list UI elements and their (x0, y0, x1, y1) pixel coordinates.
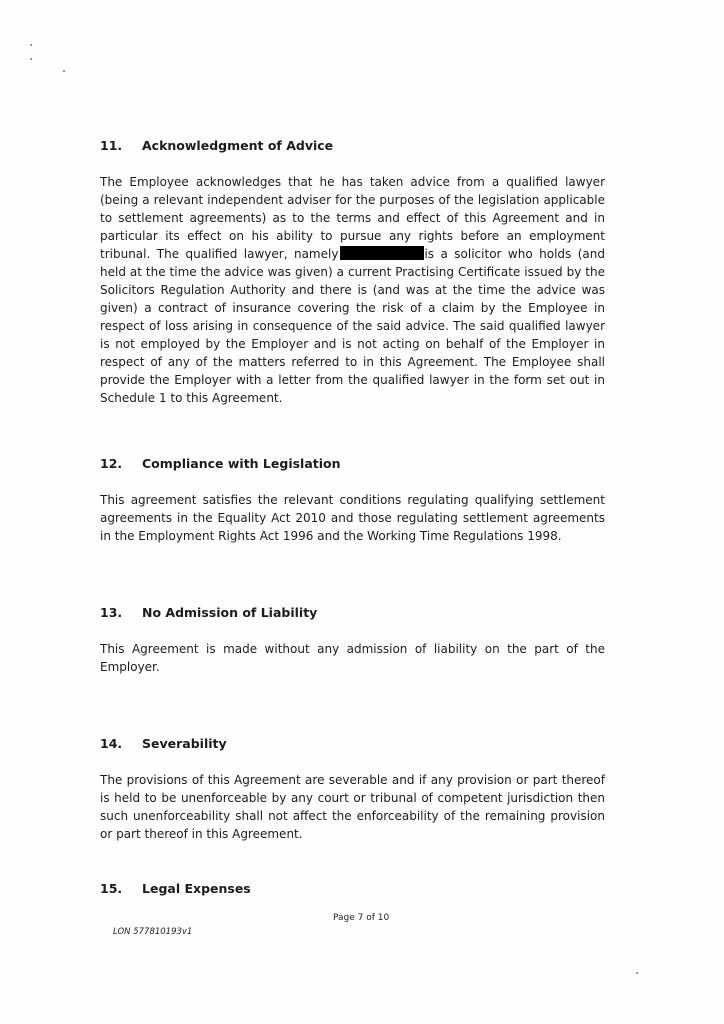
scan-speck (636, 972, 638, 974)
section-heading (100, 881, 605, 896)
section-number: 12. (100, 456, 123, 471)
section-body: This Agreement is made without any admission of liability on the part of the Employer. (100, 642, 605, 674)
section-title: Acknowledgment of Advice (142, 138, 334, 153)
section-number: 13. (100, 605, 123, 620)
section-heading (100, 605, 605, 620)
body-before-redaction: The Employee acknowledges that he has taken advice from a qualified lawyer (being a relevant independent adviser for the purposes of the legislation applicable to settlement agreements) as to the terms and effect of this Agreement and in particular its effect on his ability to pursue any rights before an employment tribunal. The qualified lawyer, namely (100, 175, 605, 261)
section-number: 11. (100, 138, 123, 153)
scan-speck (30, 44, 32, 46)
scan-speck (30, 58, 32, 60)
document-reference: LON 577810193v1 (113, 927, 193, 937)
section-no-admission-of-liability (100, 605, 605, 676)
section-heading (100, 736, 605, 751)
redacted-name-box (340, 246, 424, 260)
section-number: 15. (100, 881, 123, 896)
section-severability (100, 736, 605, 843)
section-title: No Admission of Liability (142, 605, 318, 620)
section-body: This agreement satisfies the relevant conditions regulating qualifying settlement agreements in the Equality Act 2010 and those regulating settlement agreements in the Employment Rights Act 1996 and the Working Time Regulations 1998. (100, 493, 605, 543)
section-title: Compliance with Legislation (142, 456, 341, 471)
section-heading (100, 138, 605, 153)
scan-speck (63, 70, 65, 72)
section-title: Severability (142, 736, 227, 751)
section-compliance-with-legislation (100, 456, 605, 545)
body-after-redaction: is a solicitor who holds (and held at the time the advice was given) a current Practising Certificate issued by the Solicitors Regulation Authority and there is (and was at the time the advice was given) a contract of insurance covering the risk of a claim by the Employee in respect of loss arising in consequence of the said advice. The said qualified lawyer is not employed by the Employer and is not acting on behalf of the Employer in respect of any of the matters referred to in this Agreement. The Employee shall provide the Employer with a letter from the qualified lawyer in the form set out in Schedule 1 to this Agreement. (100, 247, 606, 405)
section-acknowledgment-of-advice (100, 138, 605, 407)
section-body: The provisions of this Agreement are severable and if any provision or part thereof is held to be unenforceable by any court or tribunal of competent jurisdiction then such unenforceability shall not affect the enforceability of the remaining provision or part thereof in this Agreement. (100, 773, 605, 841)
section-title: Legal Expenses (142, 881, 251, 896)
page-number: Page 7 of 10 (333, 913, 390, 923)
section-number: 14. (100, 736, 123, 751)
section-body (100, 173, 605, 407)
section-heading (100, 456, 605, 471)
section-legal-expenses (100, 881, 605, 916)
